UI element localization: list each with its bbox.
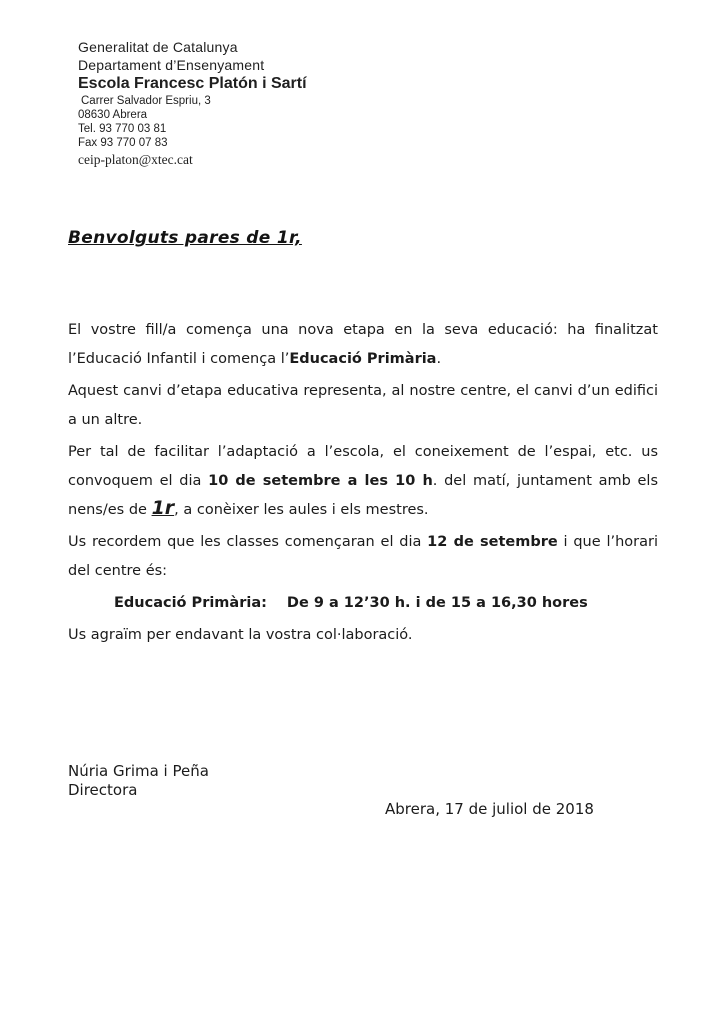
paragraph-thanks: Us agraïm per endavant la vostra col·laboració. — [68, 627, 413, 643]
address-street: Carrer Salvador Espriu, 3 — [81, 95, 211, 107]
salutation: Benvolguts pares de 1r, — [68, 228, 302, 248]
paragraph-intro-end: . — [436, 351, 442, 367]
start-date-bold: 12 de setembre — [427, 534, 558, 550]
letterhead — [78, 38, 307, 168]
paragraph-intro — [68, 316, 658, 374]
school-name: Escola Francesc Platón i Sartí — [78, 75, 307, 92]
fax-line: Fax 93 770 07 83 — [78, 137, 168, 149]
grade-highlight: 1r — [151, 497, 175, 519]
signature-block — [68, 762, 658, 819]
paragraph-invitation-end: , a conèixer les aules i els mestres. — [174, 502, 429, 518]
address-city: 08630 Abrera — [78, 109, 148, 121]
paragraph-start-end: i que l’horari del centre és: — [68, 534, 658, 579]
org-name: Generalitat de Catalunya — [78, 39, 238, 55]
paragraph-invitation-text: Per tal de facilitar l’adaptació a l’escola, el coneixement de l’espai, etc. us convoquem el dia — [68, 444, 658, 489]
schedule-hours: De 9 a 12’30 h. i de 15 a 16,30 hores — [286, 595, 588, 611]
letter-body — [68, 316, 658, 653]
paragraph-invitation — [68, 438, 658, 525]
email-address: ceip-platon@xtec.cat — [78, 152, 193, 167]
department-name: Departament d’Ensenyament — [78, 57, 265, 73]
invitation-date-bold: 10 de setembre a les 10 h — [208, 473, 433, 489]
phone-line: Tel. 93 770 03 81 — [78, 123, 167, 135]
paragraph-invitation-mid: . del matí, juntament amb els nens/es de — [68, 473, 659, 518]
signer-role: Directora — [68, 781, 138, 799]
schedule-line — [68, 589, 658, 618]
paragraph-start-text: Us recordem que les classes començaran el dia — [68, 534, 428, 550]
paragraph-building-change: Aquest canvi d’etapa educativa representa, al nostre centre, el canvi d’un edifici a un altre. — [68, 383, 658, 428]
paragraph-intro-text: El vostre fill/a comença una nova etapa en la seva educació: ha finalitzat l’Educació Infantil i comença l’ — [68, 322, 658, 367]
place-date-line: Abrera, 17 de juliol de 2018 — [385, 800, 594, 818]
schedule-label: Educació Primària: — [114, 595, 267, 611]
paragraph-intro-bold: Educació Primària — [289, 351, 437, 367]
paragraph-start-date — [68, 528, 658, 586]
signer-name: Núria Grima i Peña — [68, 762, 209, 780]
